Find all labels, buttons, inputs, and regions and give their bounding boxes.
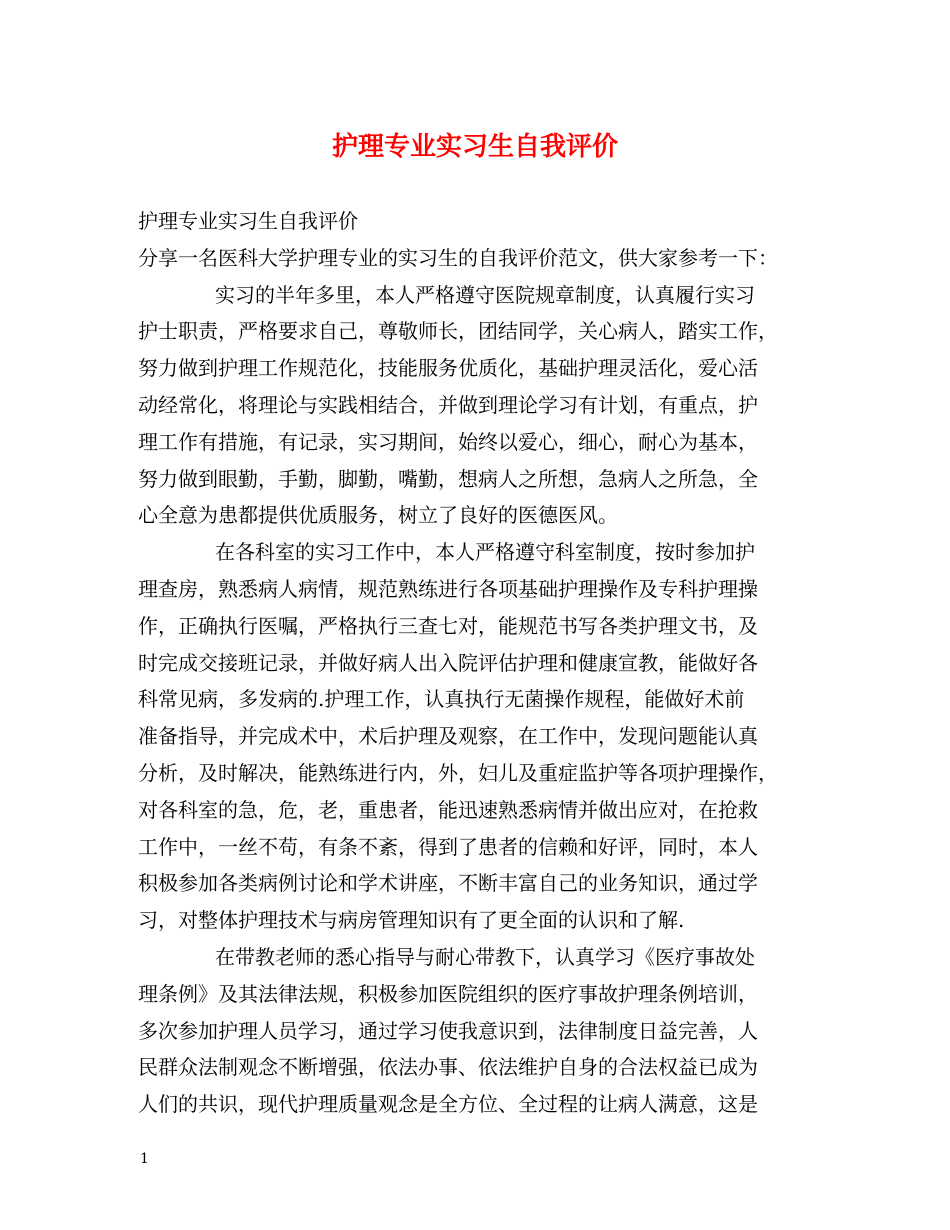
text-line: 理条例》及其法律法规，积极参加医院组织的医疗事故护理条例培训，: [138, 981, 758, 1006]
text-line: 工作中，一丝不苟，有条不紊，得到了患者的信赖和好评，同时，本人: [138, 834, 758, 859]
text-line: 理查房，熟悉病人病情，规范熟练进行各项基础护理操作及专科护理操: [138, 576, 758, 601]
text-line: 准备指导，并完成术中，术后护理及观察，在工作中，发现问题能认真: [138, 724, 758, 749]
text-line: 时完成交接班记录，并做好病人出入院评估护理和健康宣教，能做好各: [138, 650, 758, 675]
text-line: 习，对整体护理技术与病房管理知识有了更全面的认识和了解.: [138, 908, 685, 933]
text-line: 努力做到护理工作规范化，技能服务优质化，基础护理灵活化，爱心活: [138, 356, 758, 381]
paragraph-first-line: 实习的半年多里，本人严格遵守医院规章制度，认真履行实习: [215, 282, 755, 307]
text-line: 多次参加护理人员学习，通过学习使我意识到，法律制度日益完善，人: [138, 1018, 758, 1043]
text-line: 理工作有措施，有记录，实习期间，始终以爱心，细心，耐心为基本，: [138, 429, 758, 454]
paragraph-first-line: 在各科室的实习工作中，本人严格遵守科室制度，按时参加护: [215, 540, 755, 565]
text-line: 动经常化，将理论与实践相结合，并做到理论学习有计划，有重点，护: [138, 392, 758, 417]
text-line: 对各科室的急，危，老，重患者，能迅速熟悉病情并做出应对，在抢救: [138, 797, 758, 822]
text-line: 积极参加各类病例讨论和学术讲座，不断丰富自己的业务知识，通过学: [138, 871, 758, 896]
text-line: 民群众法制观念不断增强，依法办事、依法维护自身的合法权益已成为: [138, 1055, 758, 1080]
document-title: 护理专业实习生自我评价: [331, 132, 618, 162]
text-line: 努力做到眼勤，手勤，脚勤，嘴勤，想病人之所想，急病人之所急，全: [138, 466, 758, 491]
text-line: 科常见病，多发病的.护理工作，认真执行无菌操作规程，能做好术前: [138, 687, 745, 712]
text-line: 护理专业实习生自我评价: [138, 209, 358, 233]
text-line: 心全意为患都提供优质服务，树立了良好的医德医风。: [138, 503, 618, 528]
document-body: [138, 203, 826, 1123]
paragraph-first-line: 在带教老师的悉心指导与耐心带教下，认真学习《医疗事故处: [215, 944, 755, 969]
text-line: 分析，及时解决，能熟练进行内，外，妇儿及重症监护等各项护理操作，: [138, 760, 778, 785]
text-line: 人们的共识，现代护理质量观念是全方位、全过程的让病人满意，这是: [138, 1092, 758, 1117]
text-line: 护士职责，严格要求自己，尊敬师长，团结同学，关心病人，踏实工作，: [138, 319, 778, 344]
text-line: 分享一名医科大学护理专业的实习生的自我评价范文，供大家参考一下：: [138, 245, 778, 270]
text-line: 作，正确执行医嘱，严格执行三查七对，能规范书写各类护理文书，及: [138, 613, 758, 638]
page-number: 1: [140, 1151, 149, 1167]
